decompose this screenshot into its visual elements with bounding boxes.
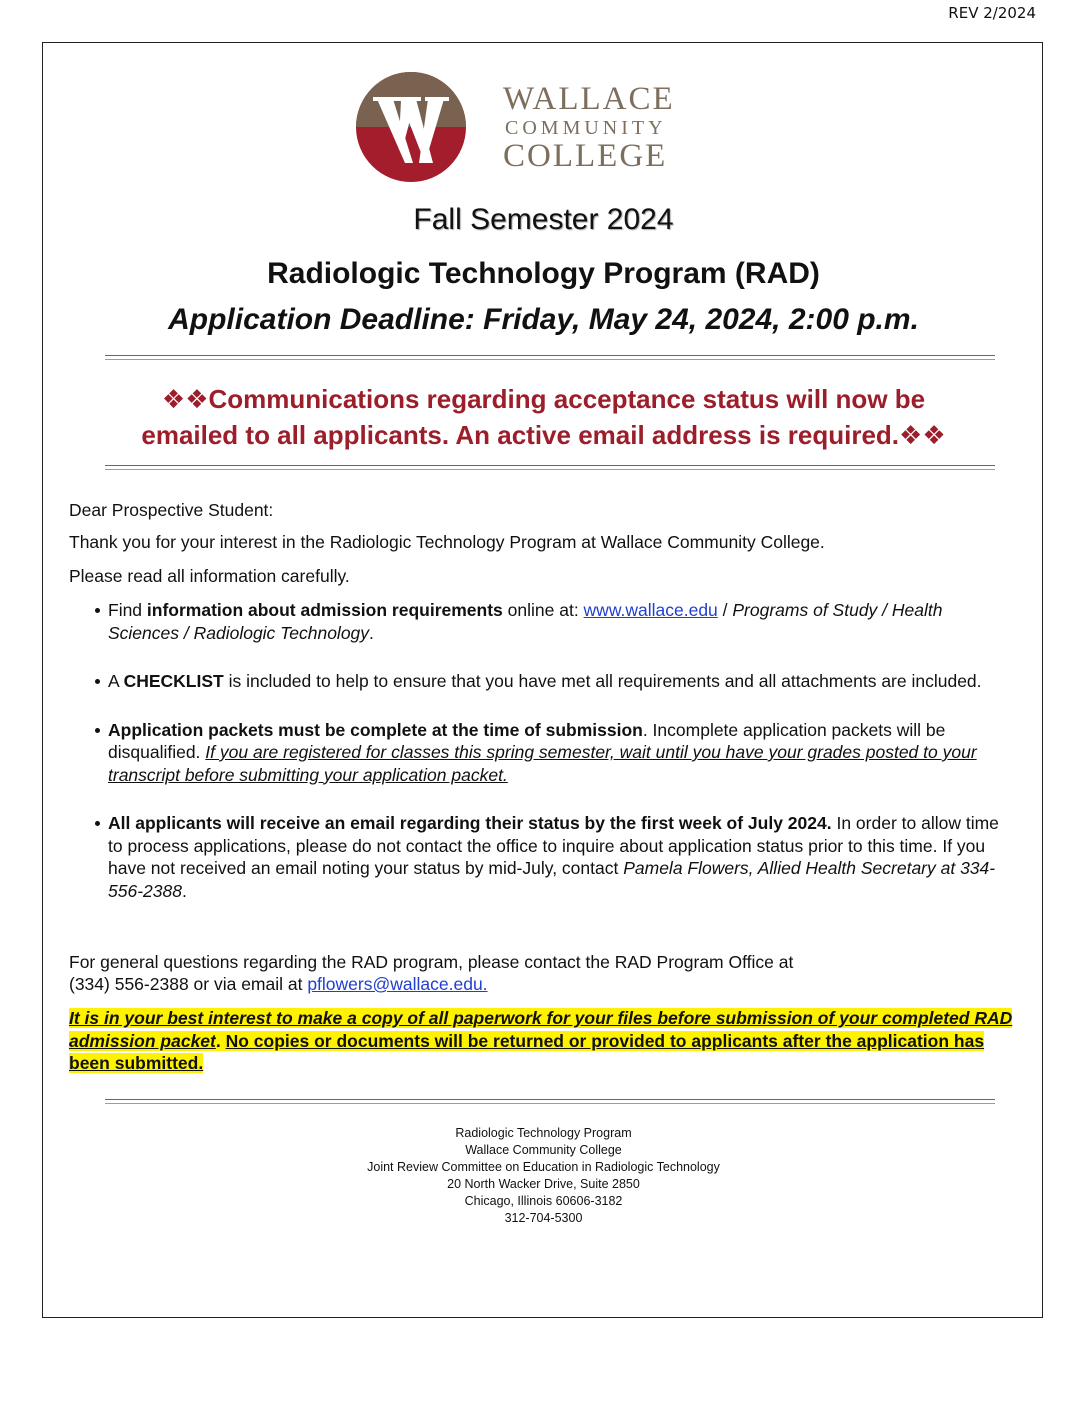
bullet-icon xyxy=(95,608,100,613)
logo-line-community: COMMUNITY xyxy=(505,117,667,139)
bullet-bold-text: All applicants will receive an email regarding their status by the first week of July 2024. xyxy=(108,813,832,833)
college-wordmark xyxy=(503,83,675,173)
document-frame xyxy=(42,42,1043,1318)
footer-line: Wallace Community College xyxy=(465,1143,622,1157)
divider-top xyxy=(105,355,995,360)
bullet-text: online at: xyxy=(502,600,584,620)
footer-line: 312-704-5300 xyxy=(504,1211,583,1225)
footer-line: 20 North Wacker Drive, Suite 2850 xyxy=(447,1177,640,1191)
communications-notice xyxy=(43,381,1044,453)
bullet-bold-text: CHECKLIST xyxy=(123,671,224,691)
thanks-paragraph: Thank you for your interest in the Radiologic Technology Program at Wallace Community College. xyxy=(69,532,825,552)
read-carefully: Please read all information carefully. xyxy=(69,566,350,586)
logo-line-wallace: WALLACE xyxy=(503,81,675,117)
bullet-bold-text: information about admission requirements xyxy=(146,600,503,620)
bullet-text: is included to help to ensure that you have met all requirements and all attachments are included. xyxy=(223,671,982,691)
no-return-warning: No copies or documents will be returned or provided to applicants after the application has been submitted. xyxy=(69,1030,985,1073)
info-bullet-list xyxy=(93,599,1003,928)
bullet-text: . xyxy=(369,622,374,643)
bullet-icon xyxy=(95,679,100,684)
general-questions xyxy=(69,951,1009,995)
copy-notice-separator: . xyxy=(215,1030,226,1051)
bullet-italic-text: Pamela Flowers, Allied Health Secretary at 334-556-2388 xyxy=(108,858,996,901)
list-item xyxy=(93,670,1003,693)
bullet-italic-text: Programs of Study / Health Sciences / Radiologic Technology xyxy=(108,600,943,643)
bullet-text: A xyxy=(108,671,124,691)
footer-line: Radiologic Technology Program xyxy=(455,1126,632,1140)
college-logo xyxy=(355,71,735,183)
bullet-text: In order to allow time to process applications, please do not contact the office to inquire about application status prior to this time. If you have not received an email noting your status by mid-July, contact xyxy=(108,813,999,878)
application-deadline: Application Deadline: Friday, May 24, 2024, 2:00 p.m. xyxy=(168,303,919,336)
bullet-text: Find xyxy=(108,600,147,620)
footer-line: Joint Review Committee on Education in Radiologic Technology xyxy=(367,1160,720,1174)
copy-notice-highlight: It is in your best interest to make a copy of all paperwork for your files before submission of your completed RAD admission packet xyxy=(69,1008,1013,1051)
bullet-icon xyxy=(95,821,100,826)
greeting: Dear Prospective Student: xyxy=(69,500,274,520)
bullet-bold-text: Application packets must be complete at the time of submission xyxy=(108,719,643,740)
revision-label: REV 2/2024 xyxy=(948,4,1036,22)
email-link[interactable]: pflowers@wallace.edu. xyxy=(307,974,488,994)
footer-line: Chicago, Illinois 60606-3182 xyxy=(464,1194,623,1208)
list-item xyxy=(93,719,1003,787)
bullet-text: . Incomplete application packets will be disqualified. xyxy=(108,719,946,762)
divider-bottom xyxy=(105,1099,995,1104)
communications-line-2: emailed to all applicants. An active email address is required.❖❖ xyxy=(141,420,946,450)
general-questions-line-2: (334) 556-2388 or via email at xyxy=(69,974,308,994)
bullet-icon xyxy=(95,728,100,733)
list-item xyxy=(93,599,1003,644)
divider-middle xyxy=(105,465,995,470)
wallace-w-logo-icon xyxy=(355,71,467,183)
logo-line-college: COLLEGE xyxy=(503,138,668,174)
program-title: Radiologic Technology Program (RAD) xyxy=(267,257,820,290)
list-item xyxy=(93,812,1003,902)
bullet-text: / xyxy=(717,600,733,620)
general-questions-line-1: For general questions regarding the RAD program, please contact the RAD Program Office at xyxy=(69,952,794,972)
bullet-italic-underlined-text: If you are registered for classes this spring semester, wait until you have your grades posted to your transcript before submitting your application packet. xyxy=(108,742,977,785)
wallace-website-link[interactable]: www.wallace.edu xyxy=(583,600,718,620)
semester-title: Fall Semester 2024 xyxy=(413,203,674,236)
footer-address xyxy=(43,1125,1044,1227)
copy-notice xyxy=(69,1007,1024,1075)
bullet-text: . xyxy=(181,880,187,901)
communications-line-1: ❖❖Communications regarding acceptance status will now be xyxy=(161,384,926,414)
